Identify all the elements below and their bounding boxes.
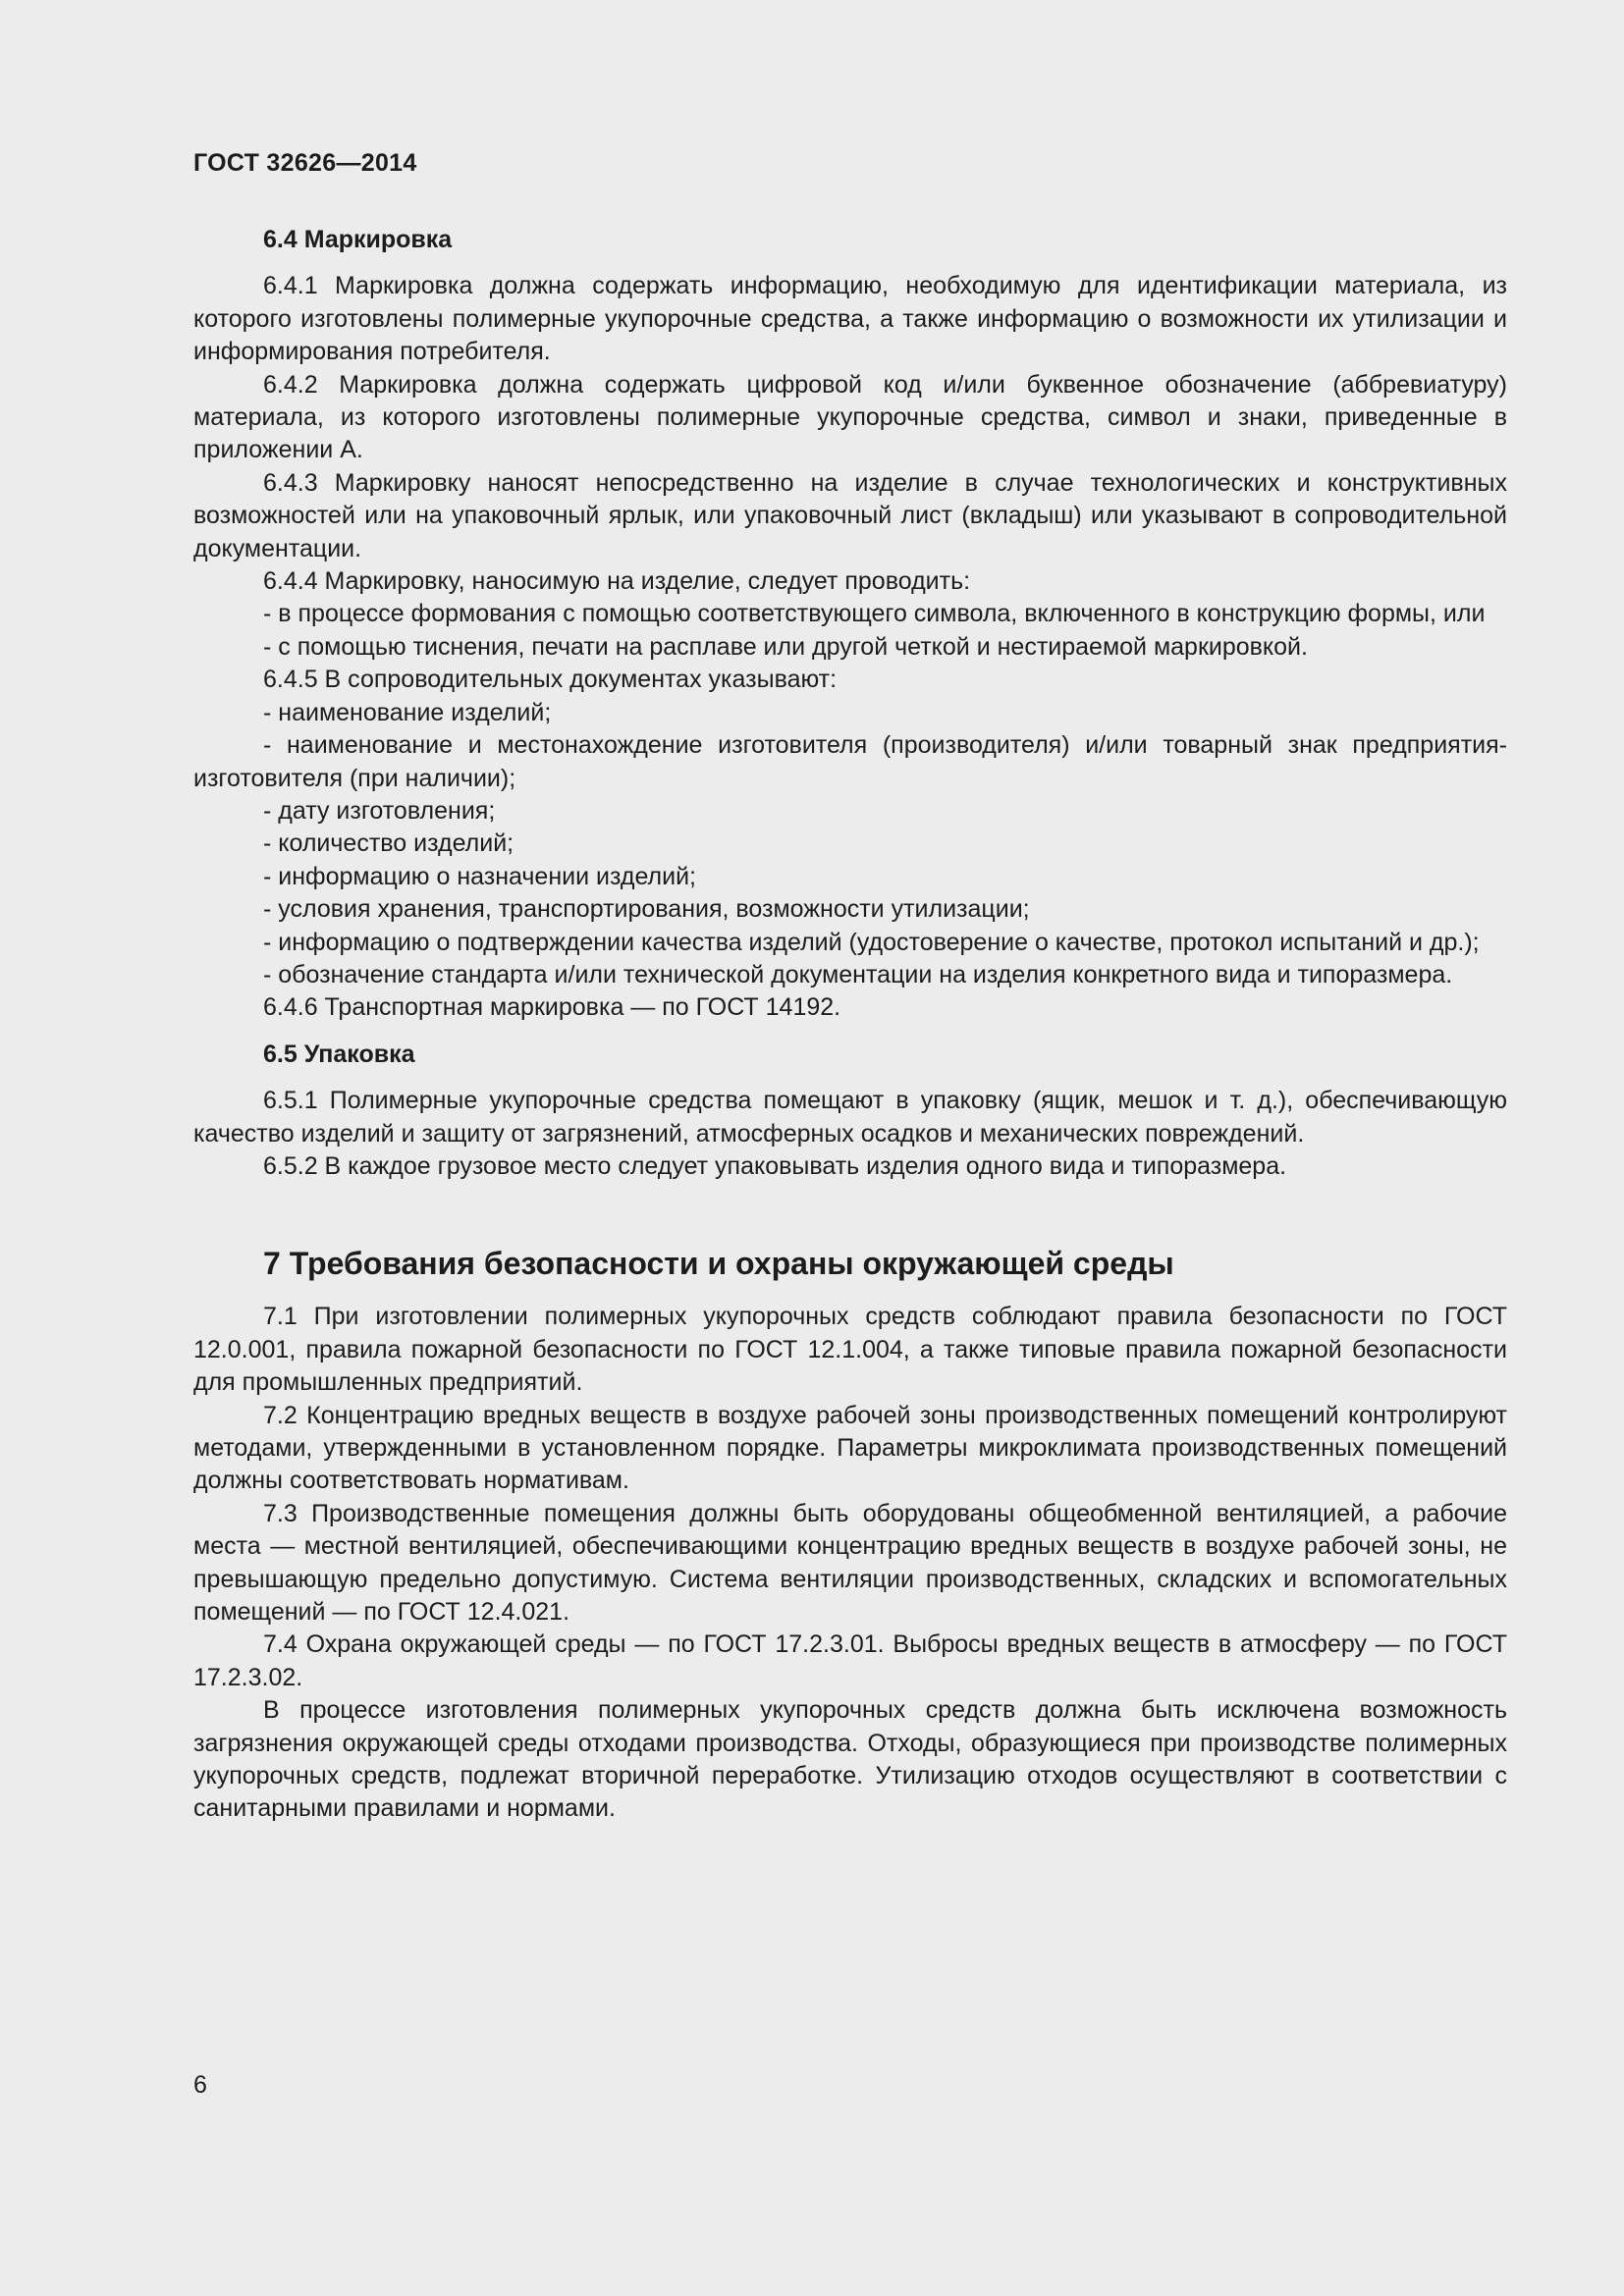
paragraph-6-4-2: 6.4.2 Маркировка должна содержать цифровой код и/или буквенное обозначение (аббревиатуру) материала, из которого изготовлены полимерные укупорочные средства, символ и знаки, приведенные в приложении А. xyxy=(193,370,1507,464)
list-item: - информацию о подтверждении качества изделий (удостоверение о качестве, протокол испытаний и др.); xyxy=(263,928,1480,956)
list-item: - обозначение стандарта и/или технической документации на изделия конкретного вида и типоразмера. xyxy=(263,960,1453,988)
paragraph-6-4-3: 6.4.3 Маркировку наносят непосредственно на изделие в случае технологических и конструктивных возможностей или на упаковочный ярлык, или упаковочный лист (вкладыш) или указывают в сопроводительной документации. xyxy=(193,468,1507,562)
page-number: 6 xyxy=(193,2071,207,2099)
list-item: - с помощью тиснения, печати на расплаве или другой четкой и нестираемой маркировкой. xyxy=(263,632,1308,661)
paragraph-6-4-1: 6.4.1 Маркировка должна содержать информацию, необходимую для идентификации материала, из которого изготовлены полимерные укупорочные средства, а также информацию о возможности их утилизации и информирования потребителя. xyxy=(193,272,1507,366)
paragraph-7-4-continued: В процессе изготовления полимерных укупорочных средств должна быть исключена возможность загрязнения окружающей среды отходами производства. Отходы, образующиеся при производстве полимерных укупорочных средств, подлежат вторичной переработке. Утилизацию отходов осуществляют в соответствии с санитарными правилами и нормами. xyxy=(193,1696,1507,1823)
paragraph-7-2: 7.2 Концентрацию вредных веществ в воздухе рабочей зоны производственных помещений контролируют методами, утвержденными в установленном порядке. Параметры микроклимата производственных помещений должны соответствовать нормативам. xyxy=(193,1401,1507,1495)
section-6-5-title: 6.5 Упаковка xyxy=(263,1040,415,1068)
paragraph-6-4-5: 6.4.5 В сопроводительных документах указывают: xyxy=(263,666,838,694)
paragraph-6-5-1: 6.5.1 Полимерные укупорочные средства помещают в упаковку (ящик, мешок и т. д.), обеспечивающую качество изделий и защиту от загрязнений, атмосферных осадков и механических повреждений. xyxy=(193,1087,1507,1148)
paragraph-7-1: 7.1 При изготовлении полимерных укупорочных средств соблюдают правила безопасности по ГОСТ 12.0.001, правила пожарной безопасности по ГОСТ 12.1.004, а также типовые правила пожарной безопасности для промышленных предприятий. xyxy=(193,1303,1507,1397)
document-header: ГОСТ 32626—2014 xyxy=(193,149,417,177)
chapter-7-title: 7 Требования безопасности и охраны окружающей среды xyxy=(263,1246,1174,1282)
paragraph-6-5-2: 6.5.2 В каждое грузовое место следует упаковывать изделия одного вида и типоразмера. xyxy=(263,1151,1287,1180)
list-item: - дату изготовления; xyxy=(263,796,496,825)
list-item: - информацию о назначении изделий; xyxy=(263,862,697,890)
list-item: - условия хранения, транспортирования, возможности утилизации; xyxy=(263,895,1030,924)
paragraph-7-3: 7.3 Производственные помещения должны быть оборудованы общеобменной вентиляцией, а рабочие места — местной вентиляцией, обеспечивающими концентрацию вредных веществ в воздухе рабочей зоны, не превышающую предельно допустимую. Система вентиляции производственных, складских и вспомогательных помещений — по ГОСТ 12.4.021. xyxy=(193,1499,1507,1627)
list-item: - наименование и местонахождение изготовителя (производителя) и/или товарный знак предприятия-изготовителя (при наличии); xyxy=(193,731,1507,792)
paragraph-6-4-6: 6.4.6 Транспортная маркировка — по ГОСТ 14192. xyxy=(263,993,841,1022)
paragraph-6-4-4: 6.4.4 Маркировку, наносимую на изделие, следует проводить: xyxy=(263,567,971,596)
list-item: - наименование изделий; xyxy=(263,698,552,726)
document-body xyxy=(193,224,1507,1826)
list-item: - количество изделий; xyxy=(263,829,514,858)
list-item: - в процессе формования с помощью соответствующего символа, включенного в конструкцию формы, или xyxy=(263,600,1486,628)
section-6-4-title: 6.4 Маркировка xyxy=(263,226,453,253)
paragraph-7-4: 7.4 Охрана окружающей среды — по ГОСТ 17.2.3.01. Выбросы вредных веществ в атмосферу — по ГОСТ 17.2.3.02. xyxy=(193,1630,1507,1691)
